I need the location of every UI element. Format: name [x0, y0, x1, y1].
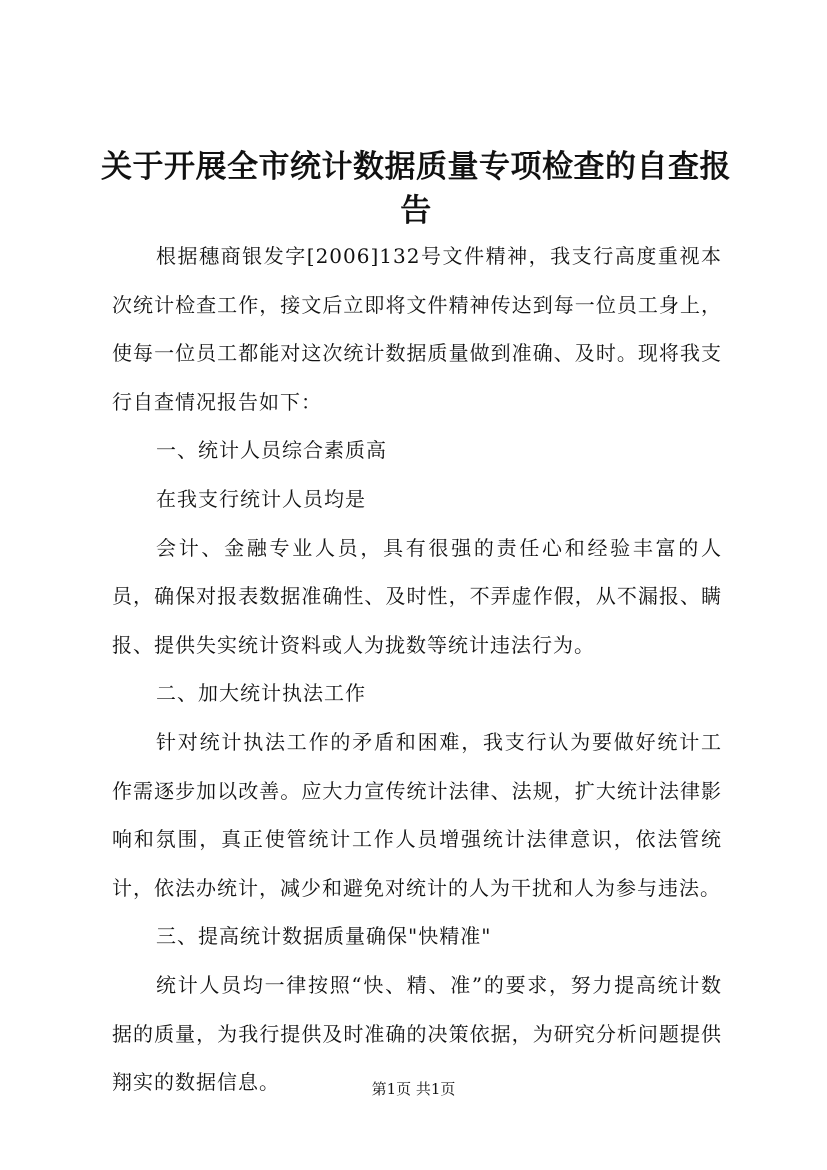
- section-heading-3: 三、提高统计数据质量确保"快精准": [156, 924, 492, 949]
- section-heading-2: 二、加大统计执法工作: [156, 681, 366, 706]
- paragraph-section-1-lead: 在我支行统计人员均是: [156, 486, 366, 511]
- page-number-footer: 第1页 共1页: [371, 1080, 456, 1098]
- paragraph-section-1-body: 会计、金融专业人员，具有很强的责任心和经验丰富的人员，确保对报表数据准确性、及时性，不弄虚作假，从不漏报、瞒报、提供失实统计资料或人为拢数等统计违法行为。: [112, 535, 722, 657]
- paragraph-section-3-body: 统计人员均一律按照“快、精、准”的要求，努力提高统计数据的质量，为我行提供及时准确的决策依据，为研究分析问题提供翔实的数据信息。: [112, 972, 722, 1095]
- section-heading-1: 一、统计人员综合素质高: [156, 438, 387, 463]
- paragraph-intro: 根据穗商银发字[2006]132号文件精神，我支行高度重视本次统计检查工作，接文后立即将文件精神传达到每一位员工身上，使每一位员工都能对这次统计数据质量做到准确、及时。现将我支行自查情况报告如下：: [112, 244, 722, 414]
- paragraph-section-2-body: 针对统计执法工作的矛盾和困难，我支行认为要做好统计工作需逐步加以改善。应大力宣传统计法律、法规，扩大统计法律影响和氛围，真正使管统计工作人员增强统计法律意识，依法管统计，依法办统计，减少和避免对统计的人为干扰和人为参与违法。: [112, 729, 722, 900]
- document-body: [112, 232, 722, 1107]
- document-title: 关于开展全市统计数据质量专项检查的自查报告: [101, 149, 731, 229]
